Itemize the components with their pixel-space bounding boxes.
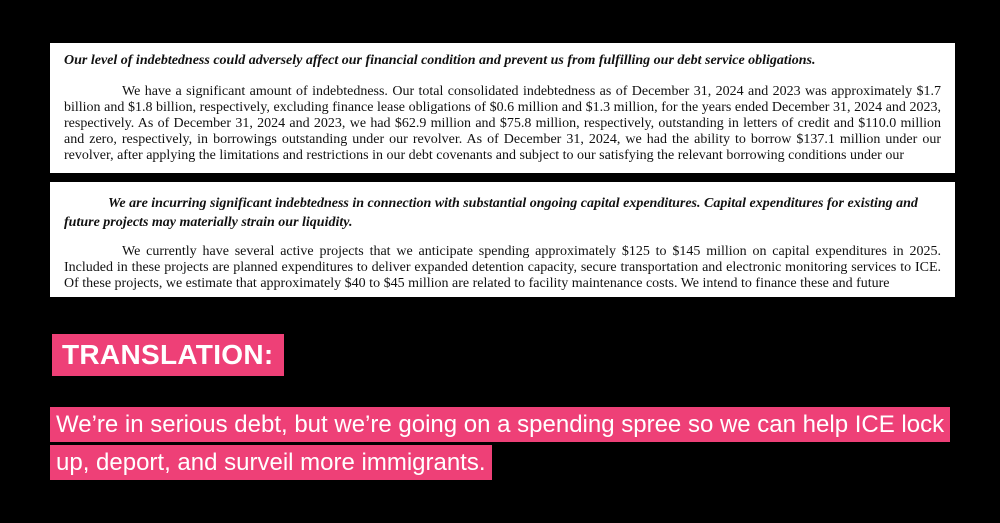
document-excerpt-capital-expenditures [50, 182, 955, 297]
excerpt-body: We have a significant amount of indebtedness. Our total consolidated indebtedness as of December 31, 2024 and 2023 was approximately $1.7 billion and $1.8 billion, respectively, excluding finance lease obligations of $0.6 million and $1.3 million, for the years ended December 31, 2024 and 2023, respectively. As of December 31, 2024 and 2023, we had $62.9 million and $75.8 million, respectively, outstanding in letters of credit and $110.0 million and zero, respectively, in borrowings outstanding under our revolver. As of December 31, 2024, we had the ability to borrow $137.1 million under our revolver, after applying the limitations and restrictions in our debt covenants and subject to our satisfying the relevant borrowing conditions under our [64, 84, 941, 163]
translation-caption [50, 406, 960, 482]
excerpt-heading: Our level of indebtedness could adversely affect our financial condition and prevent us from fulfilling our debt service obligations. [64, 53, 816, 68]
excerpt-body: We currently have several active projects that we anticipate spending approximately $125 to $145 million on capital expenditures in 2025. Included in these projects are planned expenditures to deliver expanded detention capacity, secure transportation and electronic monitoring services to ICE. Of these projects, we estimate that approximately $40 to $45 million are related to facility maintenance costs. We intend to finance these and future [64, 244, 941, 291]
translation-label: TRANSLATION: [52, 334, 284, 376]
excerpt-heading: We are incurring significant indebtedness in connection with substantial ongoing capital expenditures. Capital expenditures for existing and future projects may materially strain our liquidity. [64, 196, 918, 230]
translation-text: We’re in serious debt, but we’re going on a spending spree so we can help ICE lock up, deport, and surveil more immigrants. [50, 407, 950, 480]
document-excerpt-indebtedness [50, 43, 955, 173]
